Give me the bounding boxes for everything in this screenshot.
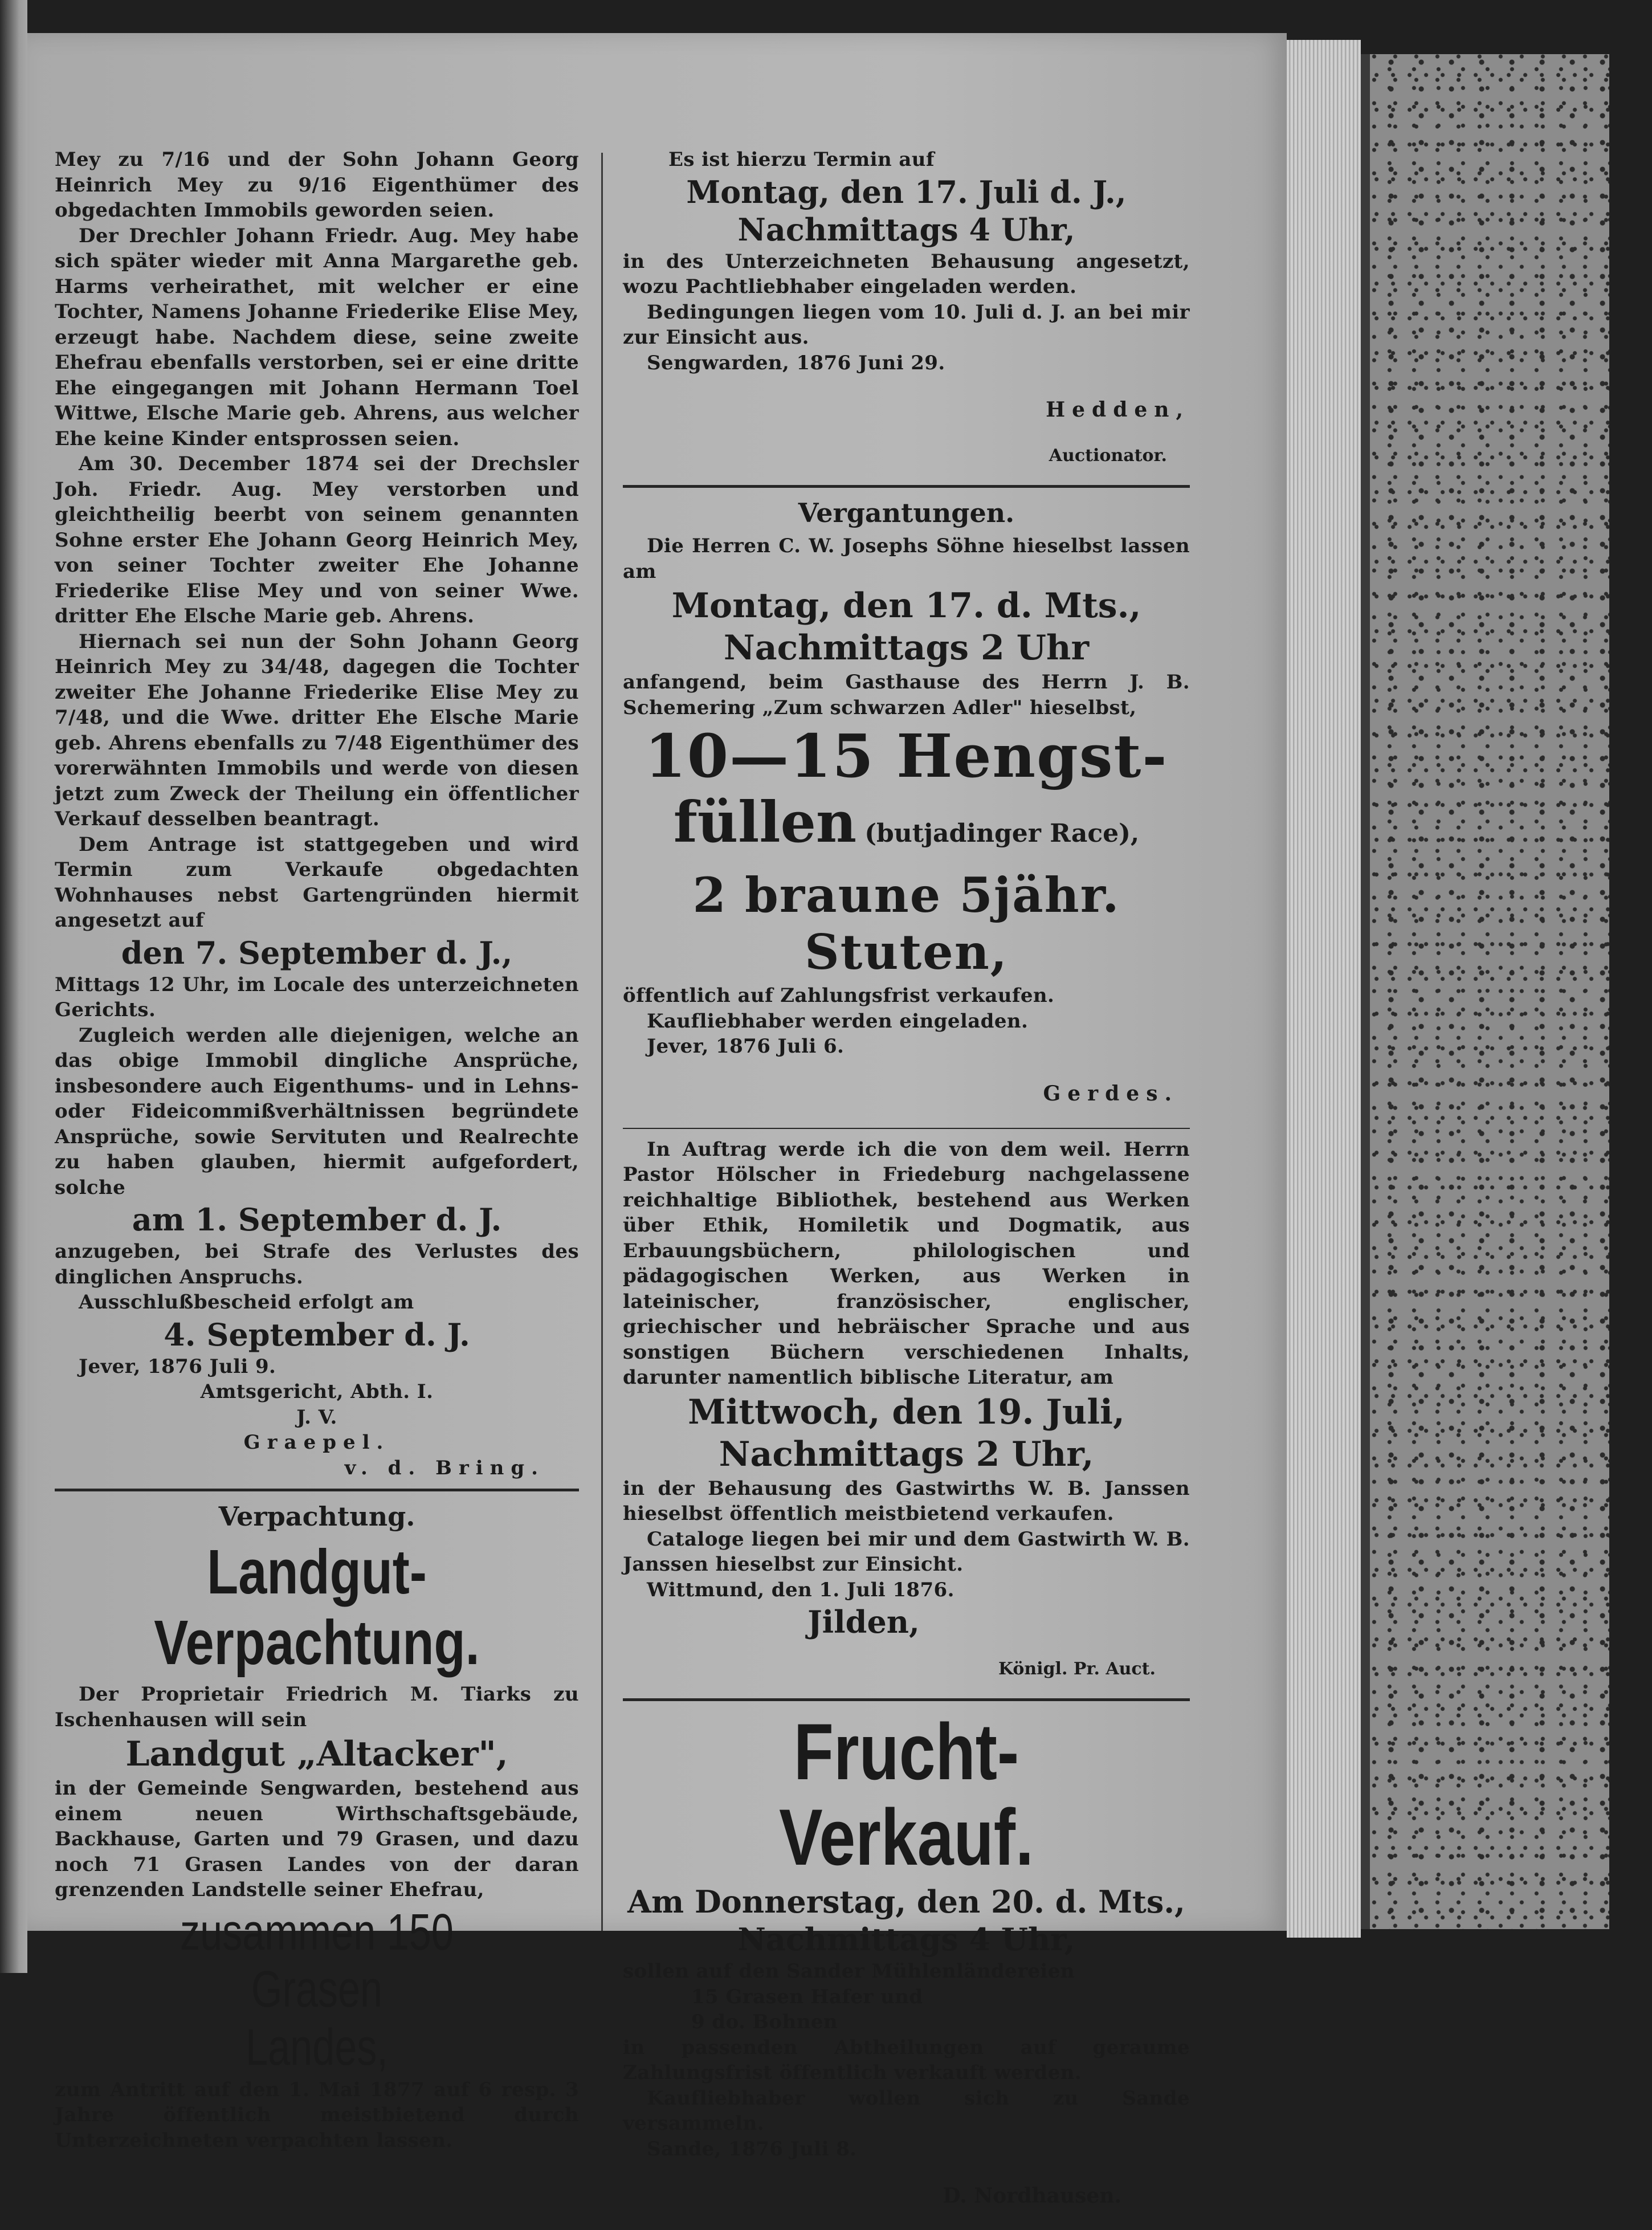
paragraph: in des Unterzeichneten Behausung angesetzt, wozu Pachtliebhaber eingeladen werden. [623, 250, 1190, 298]
lease-time: Nachmittags 4 Uhr, [737, 211, 1075, 248]
paragraph: Mey zu 7/16 und der Sohn Johann Georg Heinrich Mey zu 9/16 Eigenthümer des obgedachten Immobils geworden seien. [55, 148, 579, 222]
signature-gerdes: Gerdes. [1043, 1081, 1178, 1106]
total-area-unit: Landes, [246, 2019, 388, 2076]
library-sale-time: Nachmittags 2 Uhr, [719, 1434, 1094, 1474]
court-name: Amtsgericht, Abth. I. [200, 1380, 434, 1403]
signature-nordhausen: D. Nordhausen. [943, 2184, 1121, 2208]
paragraph: Ausschlußbescheid erfolgt am [79, 1291, 414, 1314]
paragraph: Dem Antrage ist stattgegeben und wird Termin zum Verkaufe obgedachten Wohnhauses nebst Gartengründen hiermit angesetzt auf [55, 833, 579, 932]
signature-title: Königl. Pr. Auct. [998, 1659, 1156, 1679]
place-date: Sande, 1876 Juli 8. [647, 2137, 857, 2160]
paragraph: in passenden Abtheilungen auf geraume Zahlungsfrist öffentlich verkauft werden. [623, 2036, 1190, 2084]
signature-iv: J. V. [296, 1405, 337, 1429]
signature-jilden: Jilden, [807, 1604, 920, 1640]
paragraph: Hiernach sei nun der Sohn Johann Georg Heinrich Mey zu 34/48, dagegen die Tochter zweiter Ehe Johanne Friederike Elise Mey zu 7/48, und die Wwe. dritter Ehe Elsche Marie geb. Ahrens ebenfalls zu 7/48 Eigenthümer des vorerwähnten Immobils und werde von diesen jetzt zum Zweck der Theilung ein öffentlicher Verkauf desselben beantragt. [55, 630, 579, 830]
paragraph: Es ist hierzu Termin auf [668, 148, 935, 171]
book-spine [1361, 54, 1609, 1929]
previous-page-edge [0, 0, 27, 1973]
place-date: Jever, 1876 Juli 9. [79, 1355, 276, 1378]
total-area: zusammen 150 Grasen [180, 1903, 454, 2018]
sale-time: Nachmittags 2 Uhr [723, 628, 1090, 668]
place-date: Jever, 1876 Juli 6. [647, 1035, 845, 1058]
paragraph: Kaufliebhaber wollen sich zu Sande versammeln. [623, 2086, 1190, 2135]
section-rule [623, 1698, 1190, 1701]
list-item: 15 Grasen Hafer und [691, 1985, 923, 2008]
paragraph: in der Behausung des Gastwirths W. B. Janssen hieselbst öffentlich meistbietend verkaufen. [623, 1477, 1190, 1525]
paragraph: Am 30. December 1874 sei der Drechsler Joh. Friedr. Aug. Mey verstorben und gleichtheilig beerbt von seinem genannten Sohne erster Ehe Johann Georg Heinrich Mey, von seiner Tochter zweiter Ehe Johanne Friederike Elise Mey und von seiner Wwe. dritter Ehe Elsche Marie geb. Ahrens. [55, 452, 579, 627]
section-rule [623, 1128, 1190, 1129]
auction-date: den 7. September d. J., [121, 934, 513, 971]
paragraph: Der Proprietair Friedrich M. Tiarks zu Ischenhausen will sein [55, 1683, 579, 1731]
page-edges [1287, 40, 1361, 1938]
newspaper-page [27, 33, 1287, 2208]
place-date: Sengwarden, 1876 Juni 29. [647, 351, 945, 374]
signature-title: Auctionator. [1049, 446, 1167, 466]
foals-word: füllen [673, 790, 857, 855]
foals-breed: (butjadinger Race), [864, 819, 1140, 848]
grain-sale-headline: Frucht-Verkauf. [779, 1707, 1034, 1882]
signature-hedden: Hedden, [1046, 398, 1190, 422]
signature-graepel: Graepel. [243, 1431, 390, 1454]
list-item: 9 do. Bohnen [691, 2011, 838, 2033]
lease-date: Montag, den 17. Juli d. J., [686, 173, 1127, 210]
column-divider [601, 153, 603, 1931]
estate-name: Landgut „Altacker", [125, 1734, 508, 1774]
section-rule [623, 485, 1190, 488]
paragraph: In Auftrag werde ich die von dem weil. Herrn Pastor Hölscher in Friedeburg nachgelassene reichhaltige Bibliothek, bestehend aus Werken über Ethik, Homiletik und Dogmatik, aus Erbauungsbüchern, philologischen und pädagogischen Werken, aus Werken in lateinischer, französischer, englischer, griechischer und hebräischer Sprache und aus sonstigen Büchern verschiedenen Inhalts, darunter namentlich biblische Literatur, am [623, 1138, 1190, 1389]
paragraph: Kaufliebhaber werden eingeladen. [647, 1009, 1029, 1033]
paragraph: anfangend, beim Gasthause des Herrn J. B. Schemering „Zum schwarzen Adler" hieselbst, [623, 671, 1190, 719]
grain-sale-date: Am Donnerstag, den 20. d. Mts., [627, 1884, 1185, 1920]
paragraph: Mittags 12 Uhr, im Locale des unterzeichneten Gerichts. [55, 973, 579, 1021]
paragraph: sollen auf den Sander Mühlenländereien [623, 1960, 1075, 1983]
section-rule [55, 1489, 579, 1491]
section-heading: Verpachtung. [218, 1501, 415, 1532]
exclusion-date: 4. September d. J. [164, 1316, 470, 1353]
paragraph: Cataloge liegen bei mir und dem Gastwirth W. B. Janssen hieselbst zur Einsicht. [623, 1527, 1190, 1576]
signature-bring: v. d. Bring. [344, 1456, 545, 1479]
ad-headline: Landgut-Verpachtung. [154, 1537, 480, 1678]
mares-headline: 2 braune 5jähr. Stuten, [692, 867, 1120, 980]
sale-date: Montag, den 17. d. Mts., [671, 586, 1141, 626]
paragraph: Zugleich werden alle diejenigen, welche an das obige Immobil dingliche Ansprüche, insbesondere auch Eigenthums- und in Lehns- oder Fideicommißverhältnissen begründete Ansprüche, sowie Servituten und Realrechte zu haben glauben, hiermit aufgefordert, solche [55, 1024, 579, 1199]
deadline-date: am 1. September d. J. [132, 1201, 502, 1238]
left-column [55, 33, 579, 2153]
paragraph: Bedingungen liegen vom 10. Juli d. J. an bei mir zur Einsicht aus. [623, 300, 1190, 349]
foals-headline: 10—15 Hengst- [645, 721, 1168, 791]
paragraph: in der Gemeinde Sengwarden, bestehend aus einem neuen Wirthschaftsgebäude, Backhause, Garten und 79 Grasen, und dazu noch 71 Grasen Landes von der daran grenzenden Landstelle seiner Ehefrau, [55, 1777, 579, 1901]
section-heading: Vergantungen. [798, 498, 1015, 528]
right-column [623, 33, 1190, 2230]
paragraph: Die Herren C. W. Josephs Söhne hieselbst lassen am [623, 535, 1190, 583]
paragraph: Der Drechler Johann Friedr. Aug. Mey habe sich später wieder mit Anna Margarethe geb. Harms verheirathet, mit welcher er eine Tochter, Namens Johanne Friederike Elise Mey, erzeugt habe. Nachdem diese, seine zweite Ehefrau ebenfalls verstorben, sei er eine dritte Ehe eingegangen mit Johann Hermann Toel Wittwe, Elsche Marie geb. Ahrens, aus welcher Ehe keine Kinder entsprossen seien. [55, 224, 580, 450]
library-sale-date: Mittwoch, den 19. Juli, [688, 1392, 1125, 1432]
paragraph: zum Antritt auf den 1. Mai 1877 auf 6 resp. 3 Jahre öffentlich meistbietend durch Unterzeichneten verpachten lassen. [55, 2078, 579, 2152]
paragraph: anzugeben, bei Strafe des Verlustes des dinglichen Anspruchs. [55, 1240, 579, 1289]
paragraph: öffentlich auf Zahlungsfrist verkaufen. [623, 984, 1055, 1007]
grain-sale-time: Nachmittags 4 Uhr, [737, 1921, 1075, 1958]
place-date: Wittmund, den 1. Juli 1876. [647, 1578, 955, 1601]
foals-headline-line2 [623, 792, 1190, 865]
